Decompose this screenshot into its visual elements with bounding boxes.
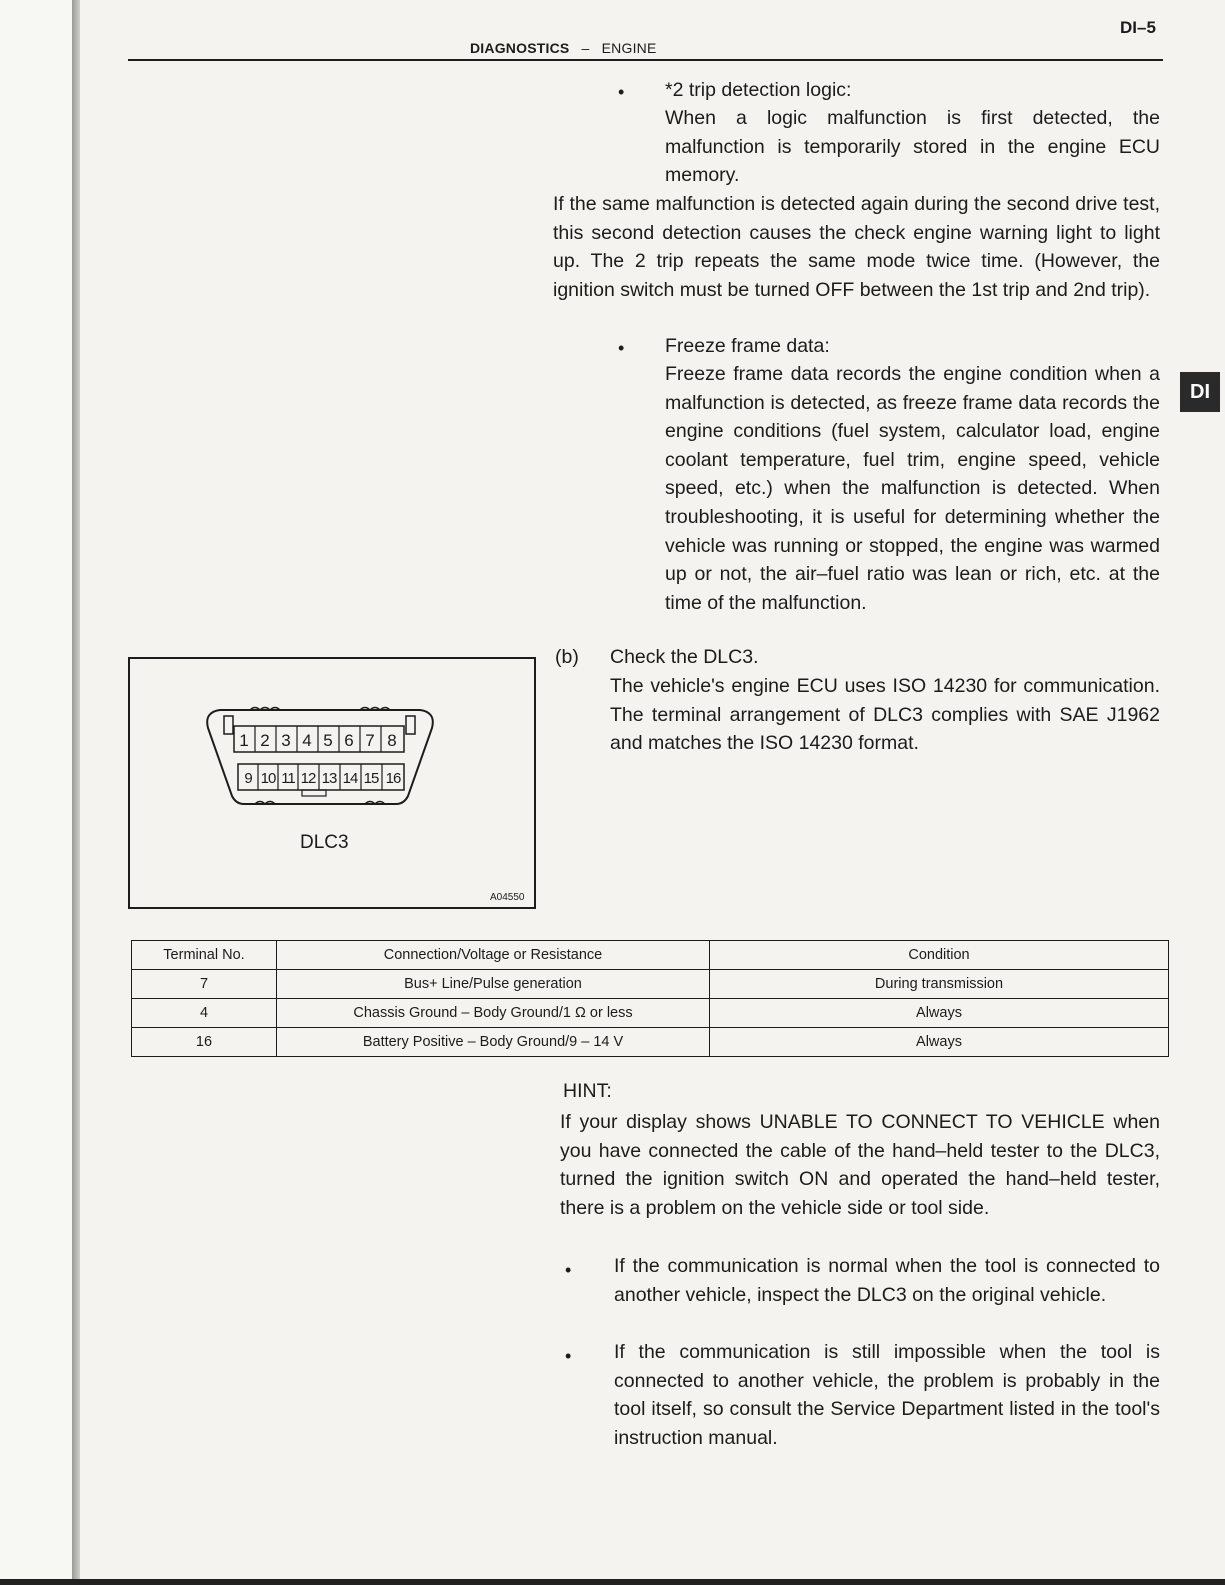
table-cell: Always xyxy=(710,1028,1169,1057)
pin-15: 15 xyxy=(363,770,379,787)
running-header xyxy=(470,40,657,56)
page-bottom-edge xyxy=(0,1579,1225,1585)
pin-13: 13 xyxy=(321,770,337,787)
table-header-row xyxy=(132,941,1169,970)
pin-7: 7 xyxy=(365,731,375,750)
table-header: Terminal No. xyxy=(132,941,277,970)
table-cell: 7 xyxy=(132,970,277,999)
freeze-frame-bullet: • xyxy=(618,338,625,358)
pin-4: 4 xyxy=(302,731,312,750)
step-b-marker: (b) xyxy=(555,646,579,668)
figure-code: A04550 xyxy=(490,892,525,903)
figure-label: DLC3 xyxy=(300,832,349,853)
pin-11: 11 xyxy=(281,770,295,787)
hint-bullet-1-symbol: • xyxy=(565,1260,572,1280)
hint-bullet-1: If the communication is normal when the tool is connected to another vehicle, inspect the DLC3 on the original vehicle. xyxy=(614,1255,1160,1306)
table-cell: 16 xyxy=(132,1028,277,1057)
table-row xyxy=(132,1028,1169,1057)
freeze-frame-body: Freeze frame data records the engine condition when a malfunction is detected, as freeze frame data records the engine conditions (fuel system, calculator load, engine coolant temperature, fuel trim, engine speed, vehicle speed, etc.) when the malfunction is detected. When troubleshooting, it is useful for determining whether the vehicle was running or stopped, the engine was warmed up or not, the air–fuel ratio was lean or rich, etc. at the time of the malfunction. xyxy=(665,363,1160,614)
pin-8: 8 xyxy=(387,731,397,750)
pin-3: 3 xyxy=(281,731,291,750)
book-spine xyxy=(72,0,80,1585)
step-b-title: Check the DLC3. xyxy=(610,646,759,668)
hint-bullet-2: If the communication is still impossible when the tool is connected to another vehicle, the problem is probably in the tool itself, so consult the Service Department listed in the tool's instruction manual. xyxy=(614,1341,1160,1449)
pin-12: 12 xyxy=(300,770,316,787)
pin-10: 10 xyxy=(260,770,276,787)
table-cell: Always xyxy=(710,999,1169,1028)
table-cell: Bus+ Line/Pulse generation xyxy=(277,970,710,999)
pin-5: 5 xyxy=(323,731,333,750)
two-trip-title: *2 trip detection logic: xyxy=(665,79,852,101)
hint-bullet-2-symbol: • xyxy=(565,1346,572,1366)
table-header: Condition xyxy=(710,941,1169,970)
dlc3-connector-diagram xyxy=(200,700,440,815)
terminal-table xyxy=(131,940,1169,1057)
pin-9: 9 xyxy=(244,770,252,787)
pin-2: 2 xyxy=(260,731,270,750)
pin-14: 14 xyxy=(342,770,358,787)
freeze-frame-title: Freeze frame data: xyxy=(665,335,830,357)
table-cell: Battery Positive – Body Ground/9 – 14 V xyxy=(277,1028,710,1057)
facing-page-margin xyxy=(0,0,72,1585)
pin-16: 16 xyxy=(385,770,401,787)
two-trip-continuation: If the same malfunction is detected again during the second drive test, this second detection causes the check engine warning light to light up. The 2 trip repeats the same mode twice time. (However, the ignition switch must be turned OFF between the 1st trip and 2nd trip). xyxy=(553,193,1160,301)
table-cell: During transmission xyxy=(710,970,1169,999)
header-subsection: ENGINE xyxy=(601,40,657,56)
hint-body: If your display shows UNABLE TO CONNECT TO VEHICLE when you have connected the cable of the hand–held tester to the DLC3, turned the ignition switch ON and operated the hand–held tester, there is a problem on the vehicle side or tool side. xyxy=(560,1111,1160,1219)
header-section: DIAGNOSTICS xyxy=(470,40,570,56)
table-header: Connection/Voltage or Resistance xyxy=(277,941,710,970)
pin-1: 1 xyxy=(239,731,249,750)
section-tab: DI xyxy=(1180,372,1220,412)
header-rule xyxy=(128,59,1163,61)
table-row xyxy=(132,970,1169,999)
page-number: DI–5 xyxy=(1120,18,1156,37)
header-separator: – xyxy=(581,40,590,56)
two-trip-bullet: • xyxy=(618,82,625,102)
two-trip-body: When a logic malfunction is first detected, the malfunction is temporarily stored in the engine ECU memory. xyxy=(665,107,1160,187)
pin-6: 6 xyxy=(344,731,354,750)
table-cell: 4 xyxy=(132,999,277,1028)
table-row xyxy=(132,999,1169,1028)
table-cell: Chassis Ground – Body Ground/1 Ω or less xyxy=(277,999,710,1028)
hint-title: HINT: xyxy=(563,1080,612,1102)
step-b-body: The vehicle's engine ECU uses ISO 14230 for communication. The terminal arrangement of DLC3 complies with SAE J1962 and matches the ISO 14230 format. xyxy=(610,675,1160,755)
